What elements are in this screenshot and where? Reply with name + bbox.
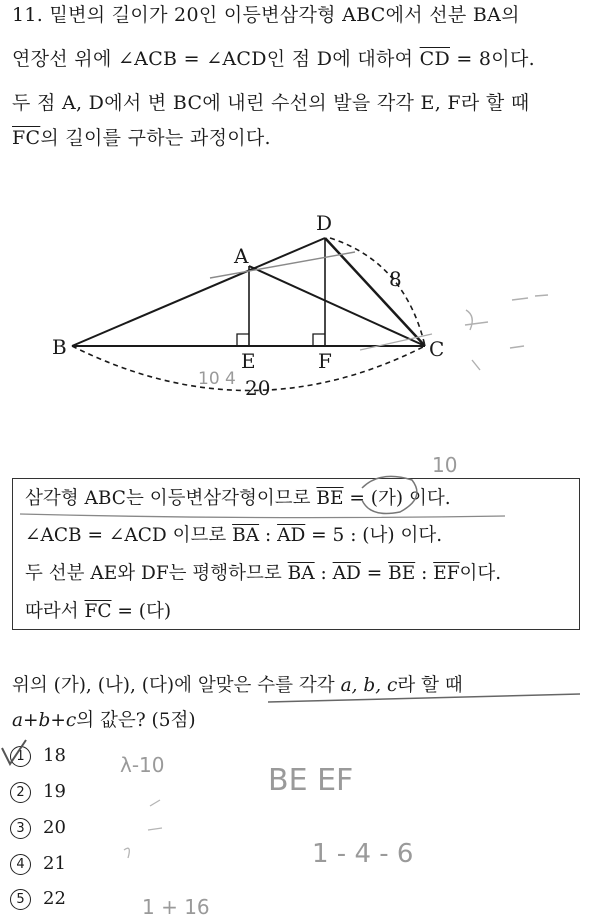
choice-5[interactable] bbox=[10, 888, 66, 910]
segment-ba: $\overline{BA}$ bbox=[232, 525, 260, 546]
proof-line-4 bbox=[25, 601, 171, 623]
handwritten-bottom: 1 + 16 bbox=[142, 895, 210, 919]
segment-ef: $\overline{EF}$ bbox=[433, 563, 460, 584]
segment-ad: $\overline{AD}$ bbox=[277, 525, 306, 546]
segment-ba: $\overline{BA}$ bbox=[287, 563, 315, 584]
problem-line-2-post: = 8이다. bbox=[450, 48, 535, 70]
segment-fc: $\overline{FC}$ bbox=[12, 127, 41, 149]
equals-sign: = bbox=[360, 563, 389, 584]
label-d: D bbox=[316, 211, 333, 235]
label-c: C bbox=[429, 337, 445, 361]
problem-line-4 bbox=[12, 127, 271, 149]
handwritten-bc-note: 10 4 bbox=[198, 369, 236, 389]
problem-line-2 bbox=[12, 48, 535, 70]
choice-value: 22 bbox=[43, 888, 66, 909]
proof-line-4-pre: 따라서 bbox=[25, 601, 85, 622]
choice-value: 21 bbox=[43, 853, 66, 874]
length-cd-label: 8 bbox=[389, 267, 402, 291]
question-line-1 bbox=[12, 675, 463, 697]
question-line-1-pre: 위의 (가), (나), (다)에 알맞은 수를 각각 bbox=[12, 675, 341, 696]
question-line-2 bbox=[12, 710, 196, 732]
proof-line-3 bbox=[25, 563, 501, 585]
handwritten-10: 10 bbox=[432, 453, 458, 477]
proof-line-2 bbox=[25, 525, 442, 547]
label-a: A bbox=[234, 244, 249, 268]
line-bd bbox=[72, 238, 325, 346]
segment-ad: $\overline{AD}$ bbox=[332, 563, 361, 584]
segment-dc bbox=[325, 238, 425, 346]
right-angle-f-mark bbox=[313, 334, 325, 346]
label-b: B bbox=[52, 335, 67, 359]
right-angle-e-mark bbox=[237, 334, 249, 346]
choice-number-circle: 2 bbox=[10, 782, 31, 803]
choice-4[interactable] bbox=[10, 853, 66, 875]
proof-line-3-pre: 두 선분 AE와 DF는 평행하므로 bbox=[25, 563, 288, 584]
choice-number-circle: 5 bbox=[10, 889, 31, 910]
proof-line-4-post: = (다) bbox=[111, 601, 172, 622]
choice-value: 19 bbox=[43, 781, 66, 802]
choice-number-circle: 3 bbox=[10, 818, 31, 839]
problem-line-2-pre: 연장선 위에 ∠ACB = ∠ACD인 점 D에 대하여 bbox=[12, 48, 420, 70]
question-expression: a+b+c bbox=[12, 710, 77, 731]
choice-1[interactable] bbox=[10, 745, 66, 767]
choice-number-circle: 1 bbox=[10, 746, 31, 767]
length-bc-label: 20 bbox=[245, 376, 271, 400]
segment-be: $\overline{BE}$ bbox=[388, 563, 416, 584]
question-line-2-post: 의 값은? (5점) bbox=[76, 710, 196, 731]
ratio-colon: : bbox=[415, 563, 434, 584]
proof-line-3-post: 이다. bbox=[459, 563, 502, 584]
question-variables: a, b, c bbox=[340, 675, 398, 696]
proof-line-1-post: = (가) 이다. bbox=[343, 488, 451, 509]
proof-box bbox=[12, 478, 580, 630]
ratio-colon: : bbox=[314, 563, 333, 584]
problem-line-3: 두 점 A, D에서 변 BC에 내린 수선의 발을 각각 E, F라 할 때 bbox=[12, 92, 530, 114]
proof-line-1-pre: 삼각형 ABC는 이등변삼각형이므로 bbox=[25, 488, 317, 509]
ratio-colon: : bbox=[259, 525, 278, 546]
handwritten-a10: λ-10 bbox=[120, 753, 165, 777]
problem-line-1: 11. 밑변의 길이가 20인 이등변삼각형 ABC에서 선분 BA의 bbox=[12, 4, 520, 26]
choice-value: 18 bbox=[43, 745, 66, 766]
question-line-1-post: 라 할 때 bbox=[397, 675, 463, 696]
choice-2[interactable] bbox=[10, 781, 66, 803]
proof-line-2-post: = 5 : (나) 이다. bbox=[305, 525, 443, 546]
handwritten-equation: 1 - 4 - 6 bbox=[312, 839, 414, 869]
proof-line-2-pre: ∠ACB = ∠ACD 이므로 bbox=[25, 525, 233, 546]
triangle-diagram bbox=[0, 200, 603, 410]
choice-3[interactable] bbox=[10, 817, 66, 839]
pencil-stroke bbox=[124, 800, 162, 858]
segment-fc: $\overline{FC}$ bbox=[84, 601, 112, 622]
choice-number-circle: 4 bbox=[10, 854, 31, 875]
proof-line-1 bbox=[25, 488, 451, 510]
segment-cd: $\overline{CD}$ bbox=[419, 48, 450, 70]
label-e: E bbox=[241, 349, 256, 373]
handwritten-be-ef: BE EF bbox=[268, 763, 354, 798]
label-f: F bbox=[318, 349, 332, 373]
choice-value: 20 bbox=[43, 817, 66, 838]
problem-line-4-post: 의 길이를 구하는 과정이다. bbox=[40, 127, 271, 149]
segment-be: $\overline{BE}$ bbox=[316, 488, 344, 509]
